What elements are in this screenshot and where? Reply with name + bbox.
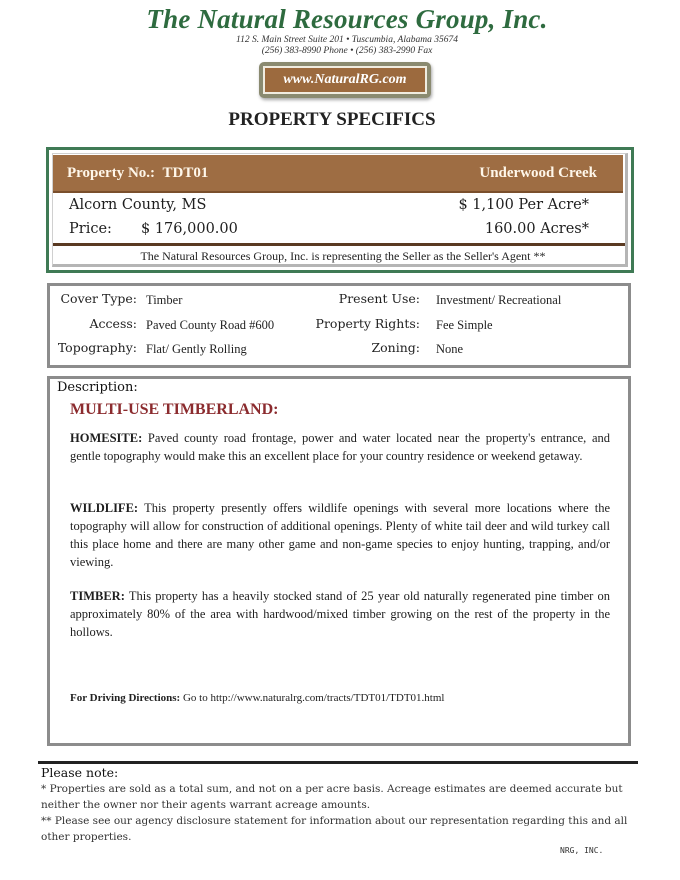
directions-label: For Driving Directions: <box>70 692 181 704</box>
notes-divider <box>38 761 638 764</box>
price-per-acre: $ 1,100 Per Acre* <box>458 197 589 213</box>
county: Alcorn County, MS <box>69 197 207 213</box>
price-group <box>69 221 238 237</box>
property-rights-value: Fee Simple <box>436 318 493 332</box>
driving-directions <box>70 692 444 704</box>
zoning-value: None <box>436 342 464 356</box>
paragraph-lead: HOMESITE: <box>70 431 143 445</box>
present-use-value: Investment/ Recreational <box>436 293 562 307</box>
zoning-label: Zoning: <box>371 340 420 355</box>
footer-mark: NRG, INC. <box>560 846 604 855</box>
company-name: The Natural Resources Group, Inc. <box>146 4 548 34</box>
price-label: Price: <box>69 221 112 237</box>
description-label: Description: <box>57 380 138 395</box>
topography-label: Topography: <box>57 340 137 355</box>
property-rights-label: Property Rights: <box>315 316 420 331</box>
paragraph-text: This property presently offers wildlife openings with several more locations where the topography will allow for construction of additional openings. Plenty of white tail deer and wild turkey call this place home and there are many other game and non-game species to enjoy hunting, trapping, and/or viewing. <box>70 501 610 569</box>
paragraph-lead: WILDLIFE: <box>70 501 139 515</box>
description-paragraph-wildlife <box>70 499 610 571</box>
summary-row-location <box>69 197 589 213</box>
website-link[interactable]: www.NaturalRG.com <box>263 66 427 94</box>
description-paragraph-homesite <box>70 429 610 465</box>
present-use-label: Present Use: <box>338 291 420 306</box>
cover-type-label: Cover Type: <box>60 291 137 306</box>
topography-value: Flat/ Gently Rolling <box>146 342 247 356</box>
property-number-group <box>67 165 208 182</box>
spec-row <box>50 340 634 360</box>
property-summary-box <box>46 147 634 273</box>
access-label: Access: <box>89 316 137 331</box>
property-number-label: Property No.: <box>67 164 156 181</box>
summary-divider <box>53 243 625 246</box>
company-phone-fax: (256) 383-8990 Phone • (256) 383-2990 Fax <box>261 46 433 56</box>
paragraph-text: This property has a heavily stocked stand of 25 year old naturally regenerated pine timber on approximately 80% of the area with hardwood/mixed timber growing on the rest of the property in the hollows. <box>70 589 610 639</box>
directions-prefix: Go to <box>180 692 211 704</box>
note-disclosure: ** Please see our agency disclosure statement for information about our representation regarding this and all other properties. <box>41 815 628 843</box>
description-heading: MULTI-USE TIMBERLAND: <box>70 401 279 418</box>
notes-title: Please note: <box>41 765 119 780</box>
property-name: Underwood Creek <box>479 164 597 181</box>
acreage: 160.00 Acres* <box>484 221 589 237</box>
spec-row <box>50 291 634 311</box>
access-value: Paved County Road #600 <box>146 318 275 332</box>
company-address: 112 S. Main Street Suite 201 • Tuscumbia, Alabama 35674 <box>236 35 458 45</box>
website-badge[interactable] <box>259 62 431 98</box>
description-paragraph-timber <box>70 587 610 641</box>
price-value: $ 176,000.00 <box>141 221 238 237</box>
cover-type-value: Timber <box>146 293 183 307</box>
property-specs-box <box>47 283 631 368</box>
directions-link[interactable]: http://www.naturalrg.com/tracts/TDT01/TDT01.html <box>210 692 445 704</box>
summary-row-price <box>69 221 589 237</box>
note-acreage: * Properties are sold as a total sum, and not on a per acre basis. Acreage estimates are deemed accurate but neither the owner nor their agents warrant acreage amounts. <box>41 783 623 811</box>
paragraph-text: Paved county road frontage, power and water located near the property's entrance, and gentle topography would make this an excellent place for your country residence or weekend getaway. <box>70 431 610 463</box>
page-title: PROPERTY SPECIFICS <box>228 109 436 130</box>
property-number: TDT01 <box>162 164 209 181</box>
description-box <box>47 376 631 746</box>
paragraph-lead: TIMBER: <box>70 589 125 603</box>
spec-row <box>50 316 634 336</box>
agent-disclosure-note: The Natural Resources Group, Inc. is representing the Seller as the Seller's Agent ** <box>140 249 546 263</box>
property-header-bar <box>53 155 623 193</box>
